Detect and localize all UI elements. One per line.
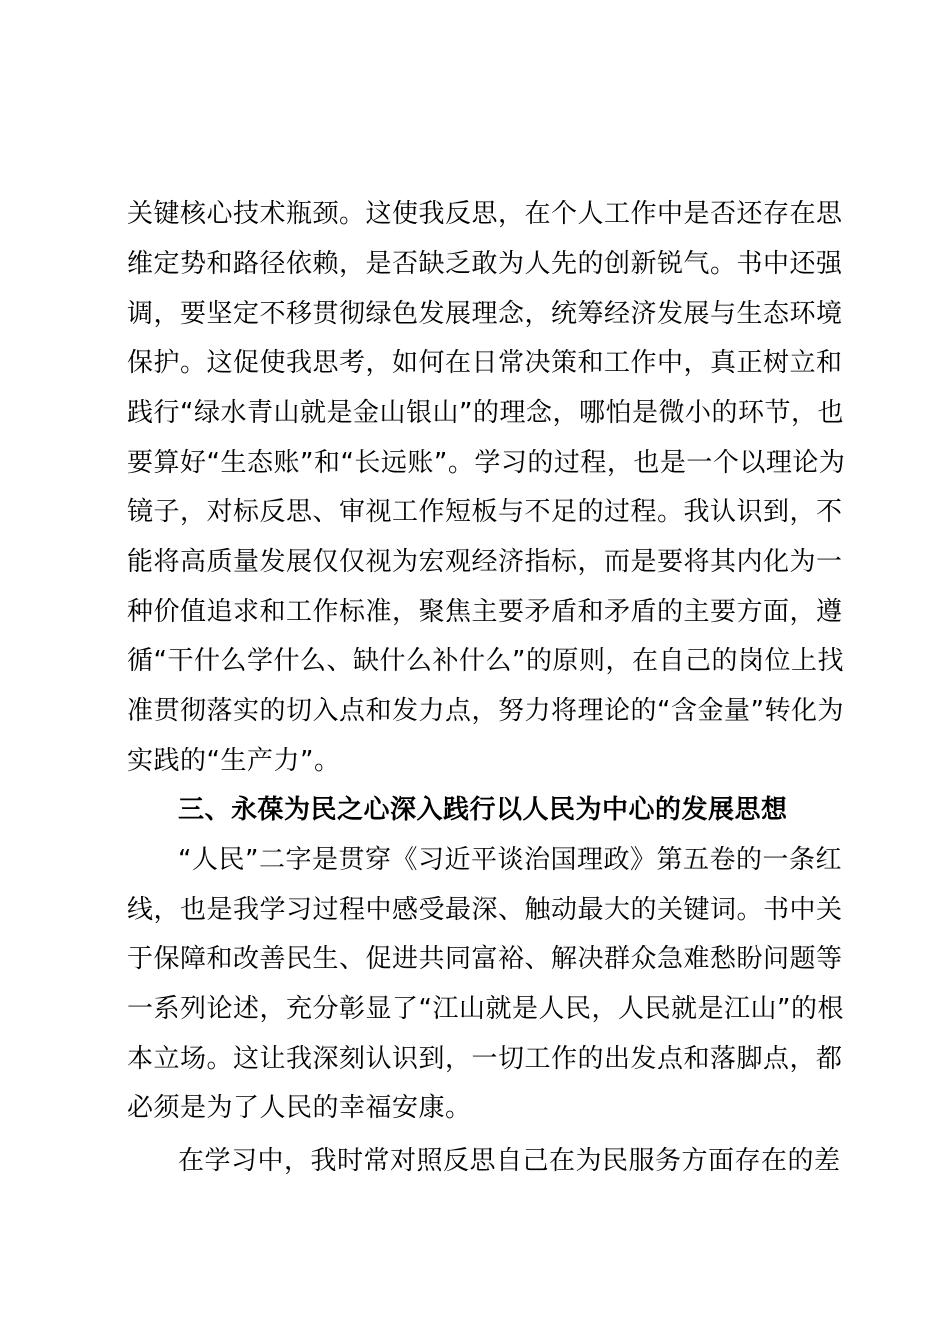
text-line: “人民”二字是贯穿《习近平谈治国理政》第五卷的一条红 [178, 845, 842, 875]
text-line: 维定势和路径依赖，是否缺乏敢为人先的创新锐气。书中还强 [127, 249, 843, 279]
text-line: 践行“绿水青山就是金山银山”的理念，哪怕是微小的环节，也 [127, 398, 844, 428]
text-line: 保护。这促使我思考，如何在日常决策和工作中，真正树立和 [127, 348, 843, 378]
section-heading: 三、永葆为民之心深入践行以人民为中心的发展思想 [178, 795, 788, 825]
text-line: 准贯彻落实的切入点和发力点，努力将理论的“含金量”转化为 [127, 696, 844, 726]
text-line: 实践的“生产力”。 [127, 746, 341, 776]
text-line: 线，也是我学习过程中感受最深、触动最大的关键词。书中关 [127, 895, 843, 925]
text-line: 循“干什么学什么、缺什么补什么”的原则，在自己的岗位上找 [127, 646, 844, 676]
text-line: 要算好“生态账”和“长远账”。学习的过程，也是一个以理论为 [127, 448, 846, 478]
text-line: 能将高质量发展仅仅视为宏观经济指标，而是要将其内化为一 [127, 547, 843, 577]
text-line: 在学习中，我时常对照反思自己在为民服务方面存在的差 [178, 1146, 841, 1176]
text-line: 于保障和改善民生、促进共同富裕、解决群众急难愁盼问题等 [127, 944, 843, 974]
text-line: 关键核心技术瓶颈。这使我反思，在个人工作中是否还存在思 [127, 199, 843, 229]
text-line: 种价值追求和工作标准，聚焦主要矛盾和矛盾的主要方面，遵 [127, 597, 843, 627]
text-line: 镜子，对标反思、审视工作短板与不足的过程。我认识到，不 [127, 497, 843, 527]
text-line: 调，要坚定不移贯彻绿色发展理念，统筹经济发展与生态环境 [127, 299, 843, 329]
text-line: 一系列论述，充分彰显了“江山就是人民，人民就是江山”的根 [127, 994, 844, 1024]
text-line: 必须是为了人民的幸福安康。 [127, 1093, 472, 1123]
text-line: 本立场。这让我深刻认识到，一切工作的出发点和落脚点，都 [127, 1044, 843, 1074]
